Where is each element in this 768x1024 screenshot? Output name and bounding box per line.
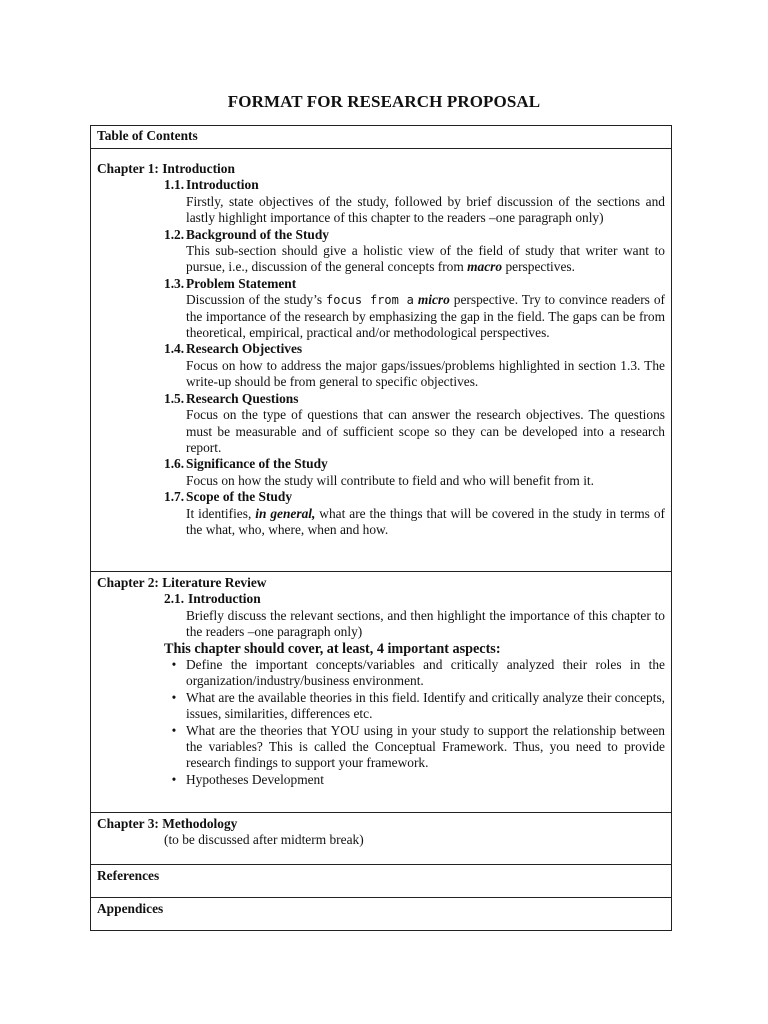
section-1-5-body: Focus on the type of questions that can answer the research objectives. The questions must be measurable and of sufficient scope so they can be developed into a research report.: [186, 407, 665, 455]
section-1-3: [164, 276, 665, 292]
bullet-icon: •: [171, 657, 177, 673]
bullet-icon: •: [171, 722, 177, 738]
chapter3-row: [91, 812, 671, 864]
emphasis-in-general: in general,: [255, 505, 316, 521]
references-row: [91, 864, 671, 897]
section-1-1-body: Firstly, state objectives of the study, followed by brief discussion of the sections and lastly highlight importance of this chapter to the readers –one paragraph only): [186, 193, 665, 226]
section-1-6-body: Focus on how the study will contribute to field and who will benefit from it.: [186, 472, 594, 488]
section-1-2-body: This sub-section should give a holistic view of the field of study that writer want to pursue, i.e., discussion of the general concepts from macro perspectives.: [186, 243, 665, 275]
section-1-7: [164, 489, 665, 505]
references-heading: References: [97, 868, 160, 883]
section-number: 1.2.: [164, 226, 185, 242]
toc-row: [91, 126, 671, 148]
section-number: 1.6.: [164, 456, 185, 472]
section-1-4: [164, 341, 665, 357]
section-number: 1.1.: [164, 177, 185, 193]
section-1-2: [164, 227, 665, 243]
section-title: Research Questions: [186, 390, 299, 406]
chapter1-heading: Chapter 1: Introduction: [97, 161, 235, 176]
proposal-format-table: [90, 125, 672, 931]
emphasis-macro: macro: [467, 259, 503, 275]
mono-text: focus from a: [326, 293, 414, 308]
list-item: • What are the theories that YOU using in your study to support the relationship between the variables? This is called the Conceptual Framework. Thus, you need to provide research findings to support your framework.: [186, 723, 665, 772]
toc-heading: Table of Contents: [97, 128, 198, 143]
chapter3-note: (to be discussed after midterm break): [164, 832, 364, 848]
aspects-list: [97, 657, 665, 788]
section-1-1: [164, 177, 665, 193]
section-title: Research Objectives: [186, 341, 303, 357]
document-title: FORMAT FOR RESEARCH PROPOSAL: [227, 92, 541, 111]
chapter2-row: [91, 571, 671, 812]
chapter1-row: [91, 148, 671, 571]
bullet-icon: •: [171, 771, 177, 787]
section-title: Scope of the Study: [186, 489, 293, 505]
section-title: Background of the Study: [186, 226, 329, 242]
section-number: 2.1.: [164, 591, 185, 607]
section-number: 1.5.: [164, 390, 185, 406]
chapter3-heading: Chapter 3: Methodology: [97, 816, 238, 831]
section-1-5: [164, 391, 665, 407]
list-item: • Hypotheses Development: [186, 772, 665, 788]
section-1-7-body: It identifies, in general, what are the things that will be covered in the study in terms of the what, who, where, when and how.: [186, 505, 665, 537]
section-title: Introduction: [186, 177, 259, 193]
appendices-row: [91, 897, 671, 930]
section-title: Significance of the Study: [186, 456, 328, 472]
section-number: 1.3.: [164, 275, 185, 291]
section-title: Introduction: [188, 591, 261, 607]
section-1-6: [164, 456, 665, 472]
section-number: 1.7.: [164, 489, 185, 505]
bullet-icon: •: [171, 689, 177, 705]
section-2-1: [164, 591, 665, 607]
section-title: Problem Statement: [186, 275, 297, 291]
list-item: • What are the available theories in this field. Identify and critically analyze their concepts, issues, similarities, differences etc.: [186, 690, 665, 723]
chapter2-heading: Chapter 2: Literature Review: [97, 575, 267, 590]
aspects-heading: This chapter should cover, at least, 4 important aspects:: [164, 640, 501, 657]
section-1-3-body: Discussion of the study’s focus from a micro perspective. Try to convince readers of the importance of the research by emphasizing the gap in the field. The gaps can be from theoretical, empirical, practical and/or methodological perspectives.: [186, 292, 665, 341]
section-number: 1.4.: [164, 341, 185, 357]
section-1-4-body: Focus on how to address the major gaps/issues/problems highlighted in section 1.3. The write-up should be from general to specific objectives.: [186, 357, 665, 390]
emphasis-micro: micro: [417, 292, 450, 308]
appendices-heading: Appendices: [97, 901, 164, 916]
section-2-1-body: Briefly discuss the relevant sections, and then highlight the importance of this chapter to the readers –one paragraph only): [186, 607, 665, 640]
list-item: • Define the important concepts/variables and critically analyzed their roles in the organization/industry/business environment.: [186, 657, 665, 690]
